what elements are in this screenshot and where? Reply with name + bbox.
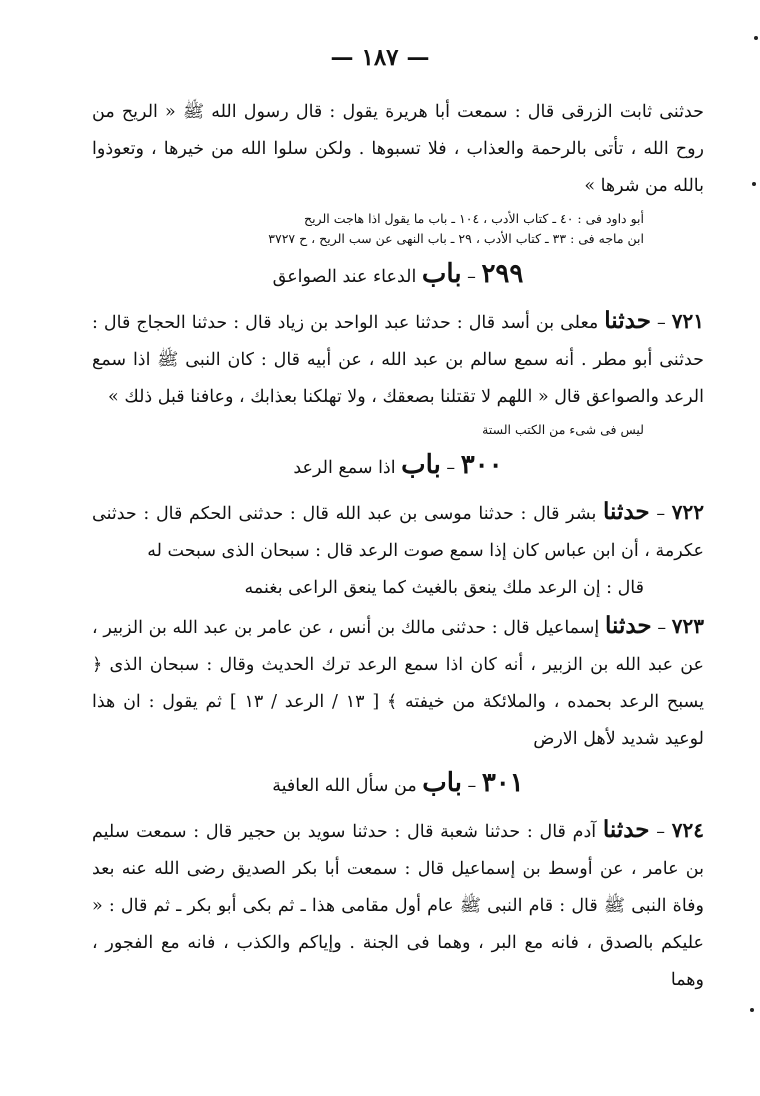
hadith-opening-word: حدثنا	[604, 307, 651, 334]
chapter-heading	[92, 259, 704, 292]
hadith-opening-word: حدثنا	[605, 612, 652, 639]
chapter-dash: –	[446, 458, 456, 478]
chapter-heading	[92, 768, 704, 801]
footnote-line: ليس فى شىء من الكتب الستة	[482, 422, 644, 437]
hadith-number: ٧٢٣	[671, 614, 704, 638]
chapter-number: ٢٩٩	[481, 259, 524, 289]
chapter-bab: باب	[401, 450, 441, 480]
hadith-dash: –	[656, 504, 666, 524]
hadith-paragraph	[92, 811, 704, 999]
hadith-dash: –	[656, 313, 666, 333]
footnote	[92, 420, 644, 440]
scan-speck	[752, 182, 756, 186]
footnote	[92, 209, 644, 249]
hadith-opening-word: حدثنا	[603, 498, 650, 525]
chapter-bab: باب	[422, 768, 462, 798]
chapter-title: الدعاء عند الصواعق	[272, 267, 417, 287]
page-content	[92, 94, 704, 999]
chapter-dash: –	[467, 776, 477, 796]
hadith-number: ٧٢٤	[671, 818, 704, 842]
hadith-paragraph	[92, 302, 704, 416]
hadith-opening-word: حدثنا	[602, 816, 650, 843]
chapter-bab: باب	[421, 259, 462, 289]
hadith-number: ٧٢٢	[671, 500, 704, 524]
hadith-number: ٧٢١	[671, 309, 704, 333]
chapter-title: اذا سمع الرعد	[293, 458, 396, 478]
hadith-text: معلى بن أسد قال : حدثنا عبد الواحد بن زياد قال : حدثنا الحجاج قال : حدثنى أبو مطر . أنه سمع سالم بن عبد الله ، عن أبيه قال : كان النبى ﷺ اذا سمع الرعد والصواعق قال « اللهم لا تقتلنا بصعقك ، ولا تهلكنا بعذابك ، وعافنا قبل ذلك »	[92, 313, 704, 407]
text-paragraph: حدثنى ثابت الزرقى قال : سمعت أبا هريرة يقول : قال رسول الله ﷺ « الريح من روح الله ، تأتى بالرحمة والعذاب ، فلا تسبوها . ولكن سلوا الله من خيرها ، وتعوذوا بالله من شرها »	[92, 102, 704, 196]
hadith-paragraph	[92, 493, 704, 570]
text-paragraph: قال : إن الرعد ملك ينعق بالغيث كما ينعق الراعى بغنمه	[244, 578, 644, 598]
chapter-number: ٣٠٠	[460, 450, 503, 480]
hadith-dash: –	[656, 822, 665, 842]
scan-speck	[750, 1008, 754, 1012]
chapter-title: من سأل الله العافية	[272, 776, 417, 796]
hadith-dash: –	[657, 618, 667, 638]
hadith-text: آدم قال : حدثنا شعبة قال : حدثنا سويد بن حجير قال : سمعت سليم بن عامر ، عن أوسط بن إسماعيل قال : سمعت أبا بكر الصديق رضى الله عنه بعد وفاة النبى ﷺ قال : قام النبى ﷺ عام أول مقامى هذا ـ ثم بكى أبو بكر ـ ثم قال : « عليكم بالصدق ، فانه مع البر ، وهما فى الجنة . وإياكم والكذب ، فانه مع الفجور ، وهما	[92, 822, 704, 990]
hadith-paragraph	[92, 607, 704, 758]
chapter-number: ٣٠١	[481, 768, 524, 798]
page-number: — ١٨٧ —	[330, 44, 430, 71]
footnote-line: أبو داود فى : ٤٠ ـ كتاب الأدب ، ١٠٤ ـ باب ما يقول اذا هاجت الريح	[304, 211, 644, 226]
chapter-dash: –	[467, 267, 476, 287]
hadith-text: إسماعيل قال : حدثنى مالك بن أنس ، عن عامر بن عبد الله بن الزبير ، عن عبد الله بن الزبير ، أنه كان اذا سمع الرعد ترك الحديث وقال : سبحان الذى ﴿ يسبح الرعد بحمده ، والملائكة من خيفته ﴾ [ ١٣ / الرعد / ١٣ ] ثم يقول : ان هذا لوعيد شديد لأهل الارض	[92, 618, 704, 749]
hadith-text: بشر قال : حدثنا موسى بن عبد الله قال : حدثنى الحكم قال : حدثنى عكرمة ، أن ابن عباس كان إذا سمع صوت الرعد قال : سبحان الذى سبحت له	[92, 504, 704, 561]
scan-speck	[754, 36, 758, 40]
footnote-line: ابن ماجه فى : ٣٣ ـ كتاب الأدب ، ٢٩ ـ باب النهى عن سب الريح ، ح ٣٧٢٧	[268, 231, 644, 246]
chapter-heading	[92, 450, 704, 483]
